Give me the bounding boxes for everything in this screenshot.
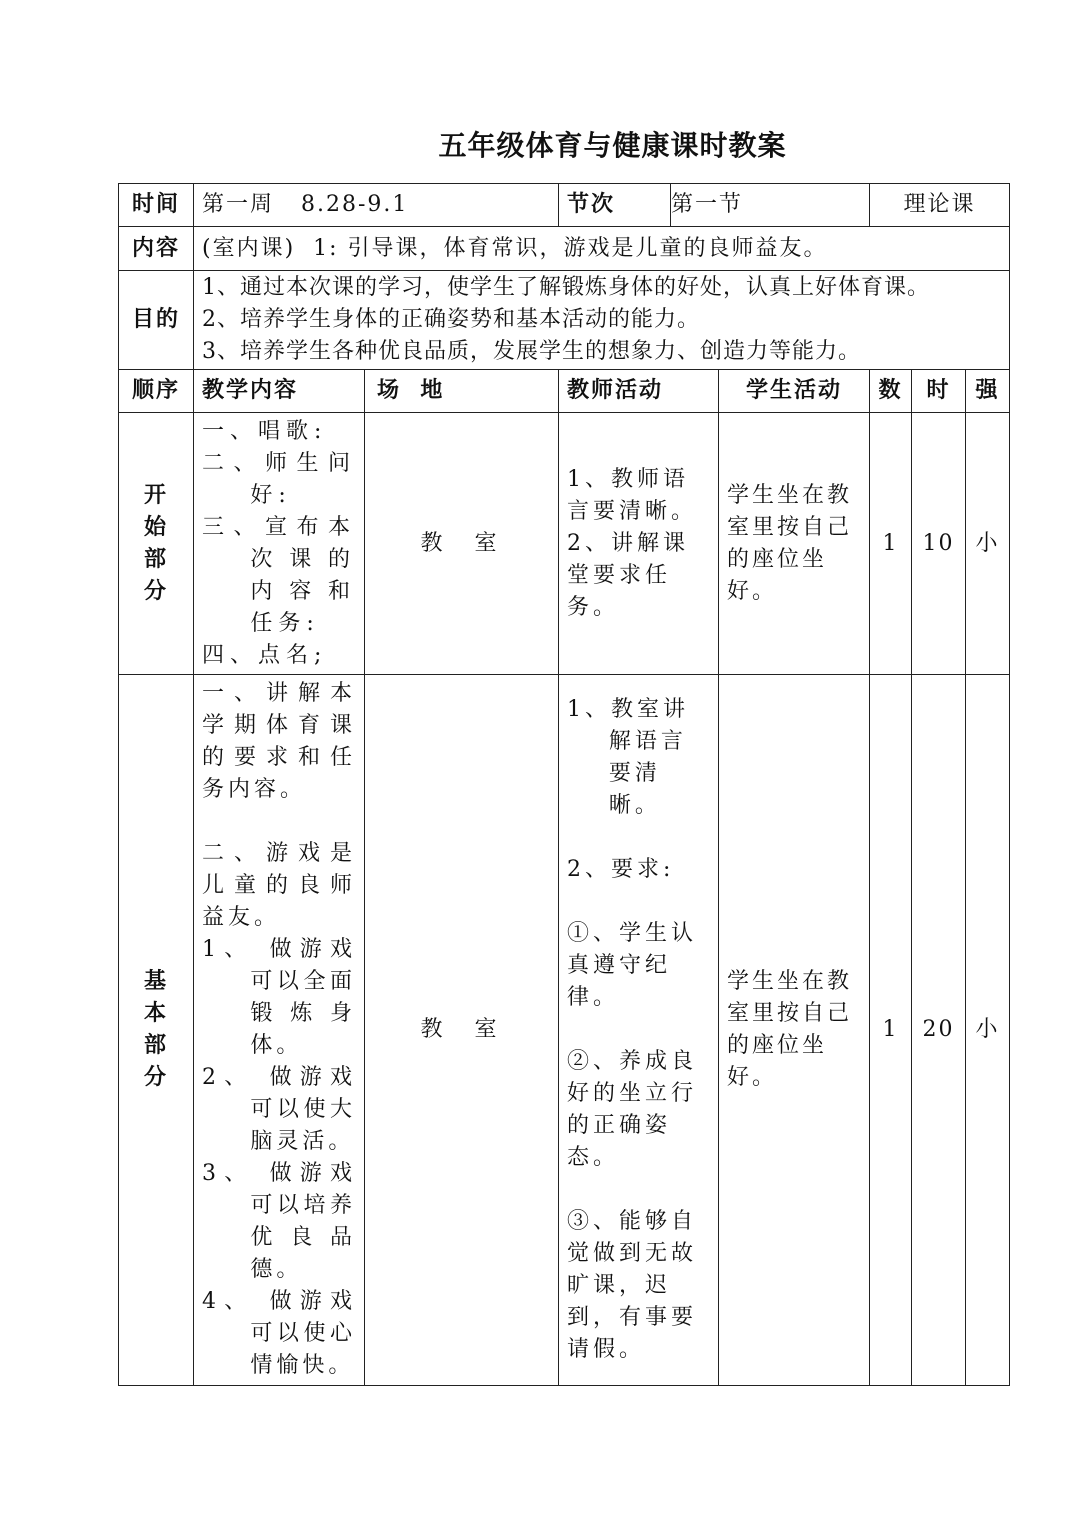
- content-item: 二、师生问好:: [202, 450, 356, 508]
- section-start-venue: 教 室: [365, 413, 559, 675]
- content-item: 一、唱歌:: [202, 418, 328, 444]
- section-start-count: 1: [870, 413, 912, 675]
- content-label: 内容: [119, 227, 194, 271]
- goals-row: [119, 271, 1010, 370]
- col-teacher: 教师活动: [559, 370, 719, 413]
- lesson-plan-table: [118, 183, 1010, 1386]
- section-main-content: [194, 675, 365, 1386]
- section-main-intensity: 小: [966, 675, 1010, 1386]
- period-label: 节次: [559, 184, 671, 227]
- section-start-intensity: 小: [966, 413, 1010, 675]
- content-item: 2、 做游戏可以使大脑灵活。: [202, 1065, 356, 1154]
- section-char: 开: [143, 482, 168, 508]
- section-char: 分: [143, 1065, 168, 1090]
- section-main-row: [119, 675, 1010, 1386]
- content-item: 1、 做游戏可以全面锻炼身体。: [202, 937, 356, 1058]
- content-item: 4、 做游戏可以使心情愉快。: [202, 1289, 356, 1378]
- section-char: 本: [143, 1001, 168, 1026]
- content-value: (室内课) 1: 引导课，体育常识，游戏是儿童的良师益友。: [194, 227, 1010, 271]
- col-venue: 场 地: [365, 370, 559, 413]
- col-time: 时: [912, 370, 966, 413]
- section-start-content: [194, 413, 365, 675]
- goals-label: 目的: [119, 271, 194, 370]
- section-main-count: 1: [870, 675, 912, 1386]
- teacher-item: 2、讲解课堂要求任务。: [567, 530, 690, 620]
- page-title: 五年级体育与健康课时教案: [438, 129, 787, 162]
- spacer: [567, 886, 710, 918]
- section-start-time: 10: [912, 413, 966, 675]
- teacher-item: 1、教室讲解语言要清晰。: [567, 697, 690, 818]
- spacer: [202, 806, 356, 838]
- col-content: 教学内容: [194, 370, 365, 413]
- goal-item: 2、培养学生身体的正确姿势和基本活动的能力。: [202, 307, 700, 332]
- time-value: 第一周 8.28-9.1: [194, 184, 559, 227]
- section-start-label: [119, 413, 194, 675]
- goals-list: [194, 271, 1010, 370]
- content-item: 3、 做游戏可以培养优良品德。: [202, 1161, 356, 1282]
- content-item: 一、讲解本学期体育课的要求和任务内容。: [202, 681, 356, 802]
- spacer: [567, 1174, 710, 1206]
- teacher-item: ②、养成良好的坐立行的正确姿态。: [567, 1049, 698, 1170]
- content-item: 二、游戏是儿童的良师益友。: [202, 841, 356, 930]
- section-main-student: 学生坐在教室里按自己的座位坐好。: [719, 675, 870, 1386]
- header-row: [119, 184, 1010, 227]
- section-char: 分: [143, 578, 168, 604]
- spacer: [567, 1014, 710, 1046]
- teacher-item: 1、教师语言要清晰。: [567, 466, 698, 524]
- type-value: 理论课: [870, 184, 1010, 227]
- section-main-teacher: [559, 675, 719, 1386]
- section-start-row: [119, 413, 1010, 675]
- section-char: 基: [143, 969, 168, 994]
- section-main-label: [119, 675, 194, 1386]
- section-char: 部: [143, 1033, 168, 1058]
- col-count: 数: [870, 370, 912, 413]
- content-item: 四、点名;: [202, 642, 328, 668]
- col-intensity: 强: [966, 370, 1010, 413]
- goal-item: 1、通过本次课的学习，使学生了解锻炼身体的好处，认真上好体育课。: [202, 275, 930, 300]
- goal-item: 3、培养学生各种优良品质，发展学生的想象力、创造力等能力。: [202, 339, 861, 364]
- col-student: 学生活动: [719, 370, 870, 413]
- content-item: 三、宣布本次课的内容和任务:: [202, 514, 356, 636]
- col-order: 顺序: [119, 370, 194, 413]
- column-header-row: [119, 370, 1010, 413]
- section-main-time: 20: [912, 675, 966, 1386]
- content-row: [119, 227, 1010, 271]
- period-value: 第一节: [671, 184, 870, 227]
- section-start-student: 学生坐在教室里按自己的座位坐好。: [719, 413, 870, 675]
- section-start-teacher: [559, 413, 719, 675]
- section-char: 部: [143, 546, 168, 572]
- time-label: 时间: [119, 184, 194, 227]
- section-main-venue: 教 室: [365, 675, 559, 1386]
- teacher-item: 2、要求:: [567, 857, 675, 882]
- teacher-item: ①、学生认真遵守纪律。: [567, 921, 698, 1010]
- section-char: 始: [143, 514, 168, 540]
- teacher-item: ③、能够自觉做到无故旷课，迟到，有事要请假。: [567, 1209, 698, 1362]
- spacer: [567, 822, 710, 854]
